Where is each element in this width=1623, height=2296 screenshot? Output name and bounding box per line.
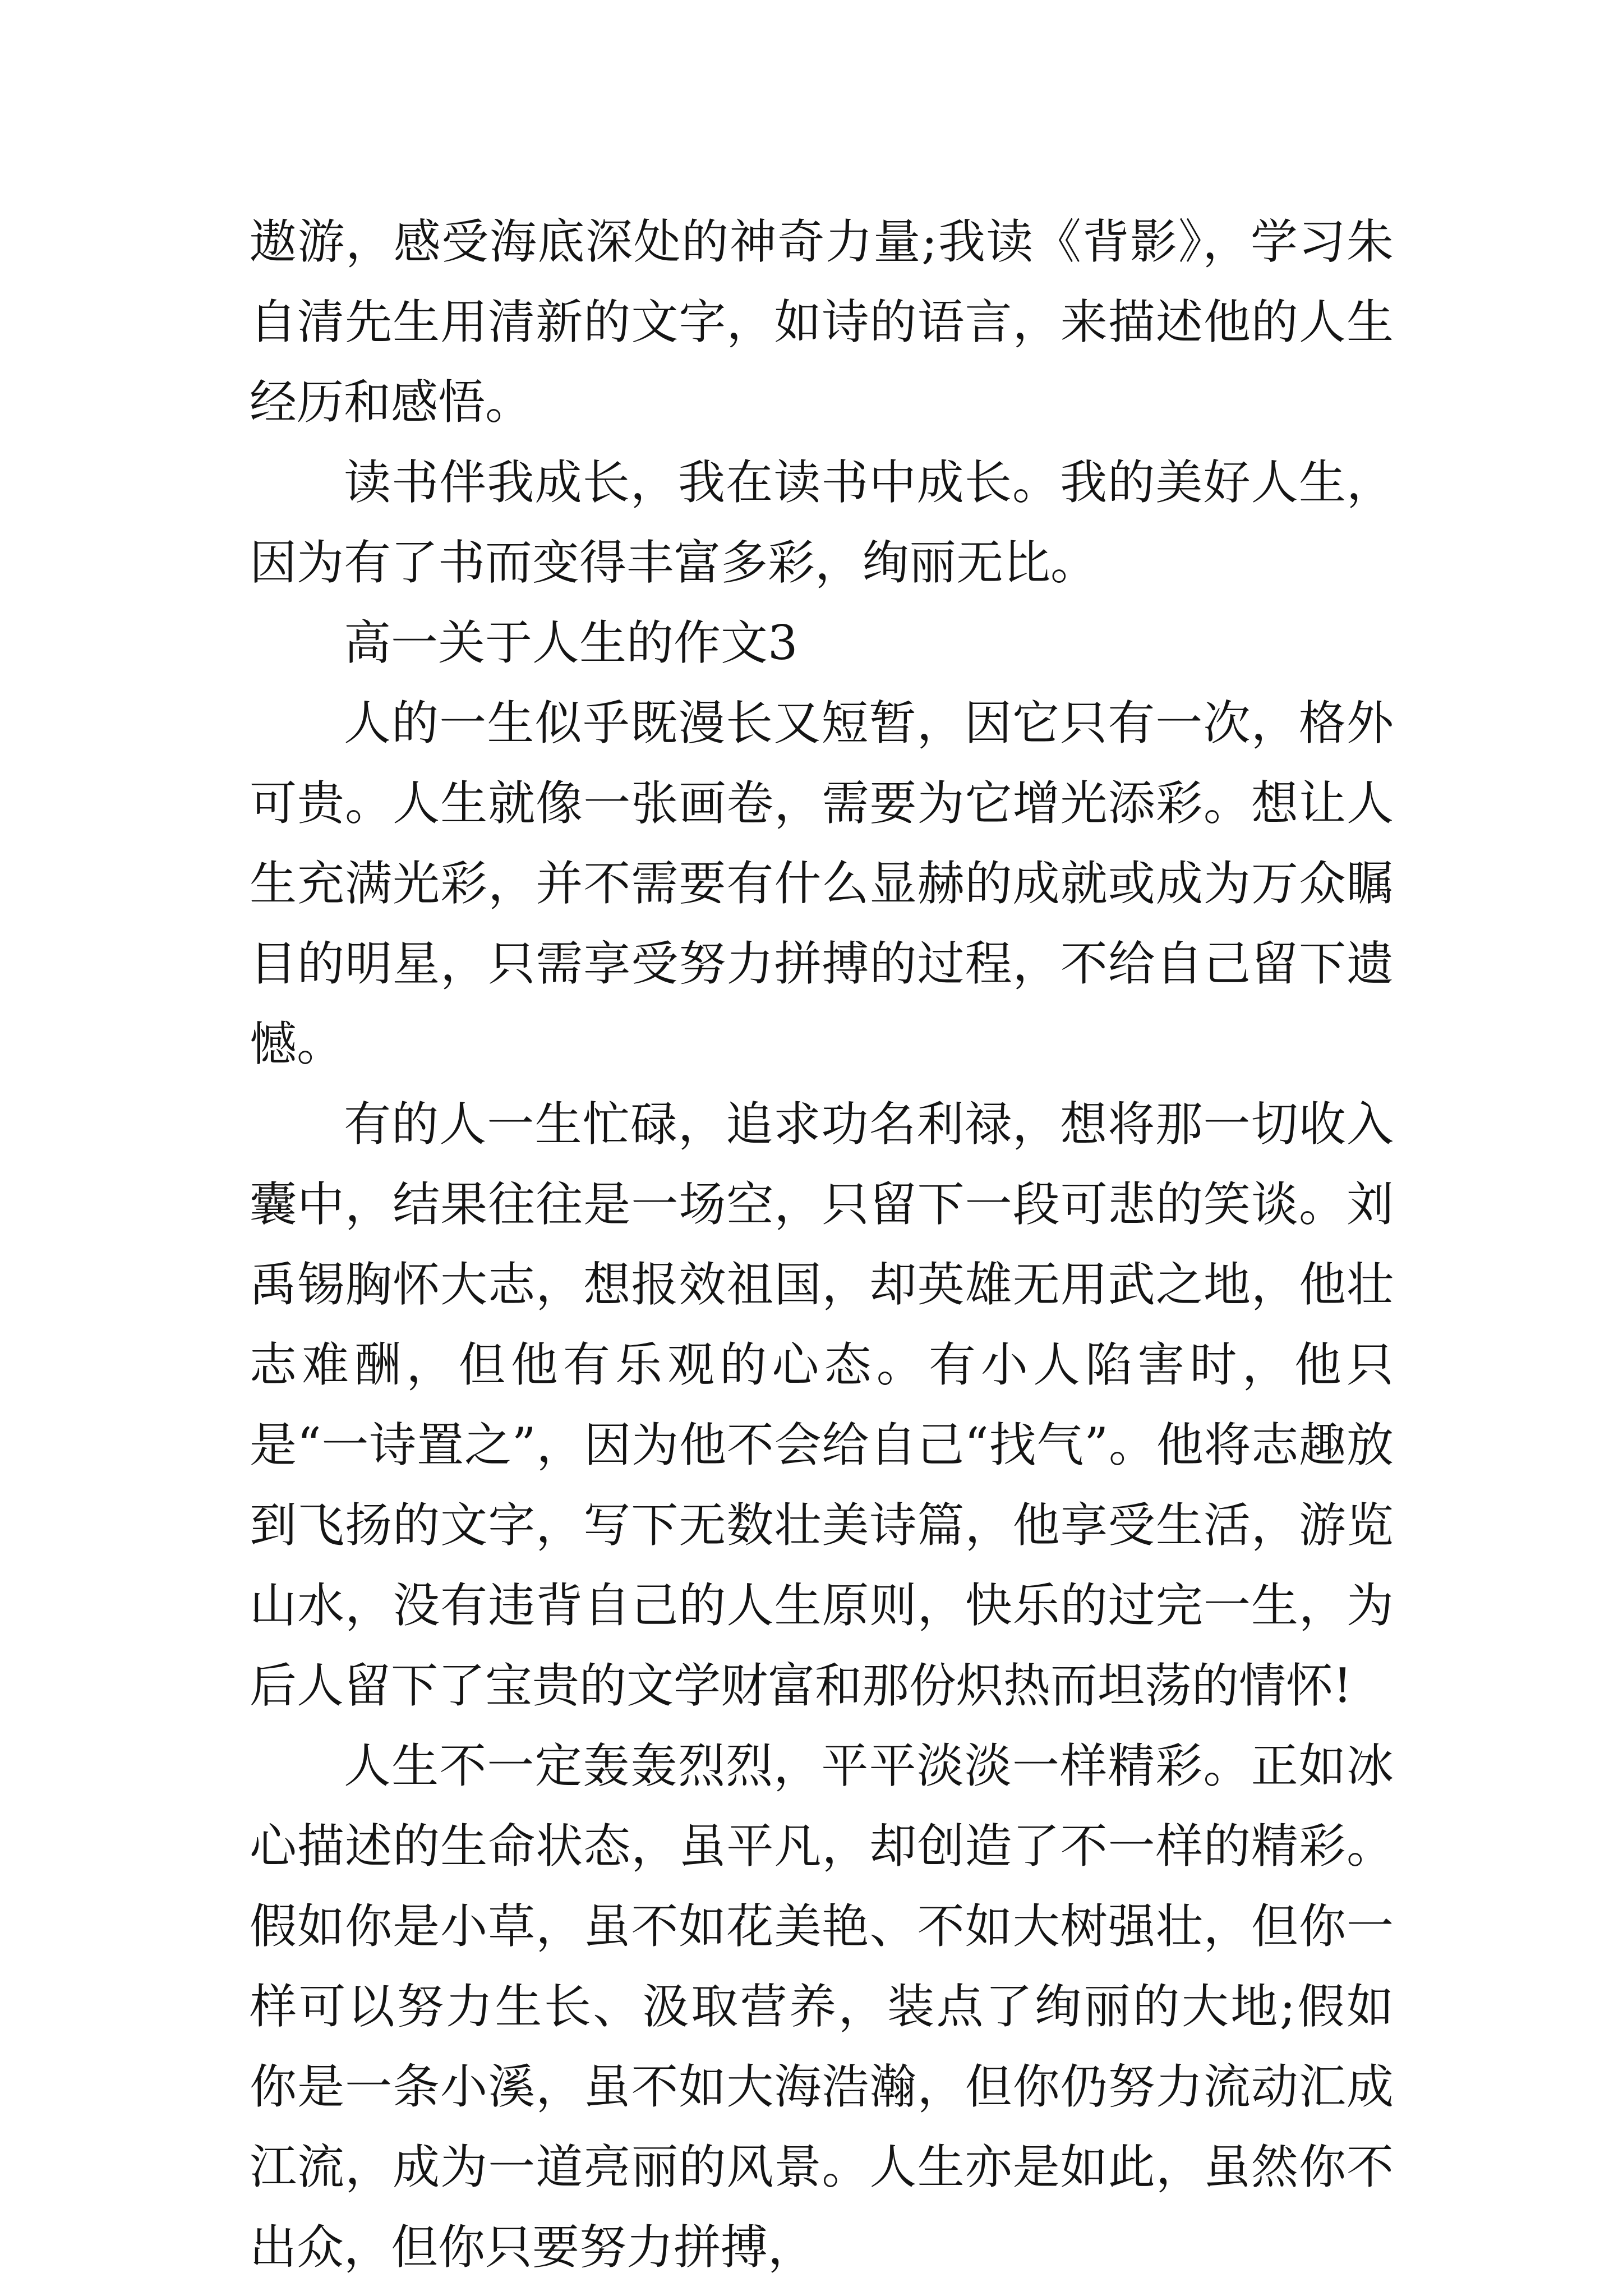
section-heading: 高一关于人生的作文3 [344, 615, 798, 670]
paragraph-continuation: 遨游，感受海底深处的神奇力量;我读《背影》，学习朱自清先生用清新的文字，如诗的语言，来描述他的人生经历和感悟。 [250, 214, 1394, 430]
document-body [250, 202, 1394, 2288]
paragraph: 有的人一生忙碌，追求功名利禄，想将那一切收入囊中，结果往往是一场空，只留下一段可悲的笑谈。刘禹锡胸怀大志，想报效祖国，却英雄无用武之地，他壮志难酬，但他有乐观的心态。有小人陷害时，他只是“一诗置之”，因为他不会给自己“找气”。他将志趣放到飞扬的文字，写下无数壮美诗篇，他享受生活，游览山水，没有违背自己的人生原则，快乐的过完一生，为后人留下了宝贵的文学财富和那份炽热而坦荡的情怀! [250, 1097, 1394, 1713]
paragraph: 人的一生似乎既漫长又短暂，因它只有一次，格外可贵。人生就像一张画卷，需要为它增光添彩。想让人生充满光彩，并不需要有什么显赫的成就或成为万众瞩目的明星，只需享受努力拼搏的过程，不给自己留下遗憾。 [250, 696, 1394, 1071]
paragraph: 读书伴我成长，我在读书中成长。我的美好人生，因为有了书而变得丰富多彩，绚丽无比。 [250, 455, 1394, 590]
paragraph: 人生不一定轰轰烈烈，平平淡淡一样精彩。正如冰心描述的生命状态，虽平凡，却创造了不一样的精彩。假如你是小草，虽不如花美艳、不如大树强壮，但你一样可以努力生长、汲取营养，装点了绚丽的大地;假如你是一条小溪，虽不如大海浩瀚，但你仍努力流动汇成江流，成为一道亮丽的风景。人生亦是如此，虽然你不出众，但你只要努力拼搏， [250, 1738, 1394, 2275]
